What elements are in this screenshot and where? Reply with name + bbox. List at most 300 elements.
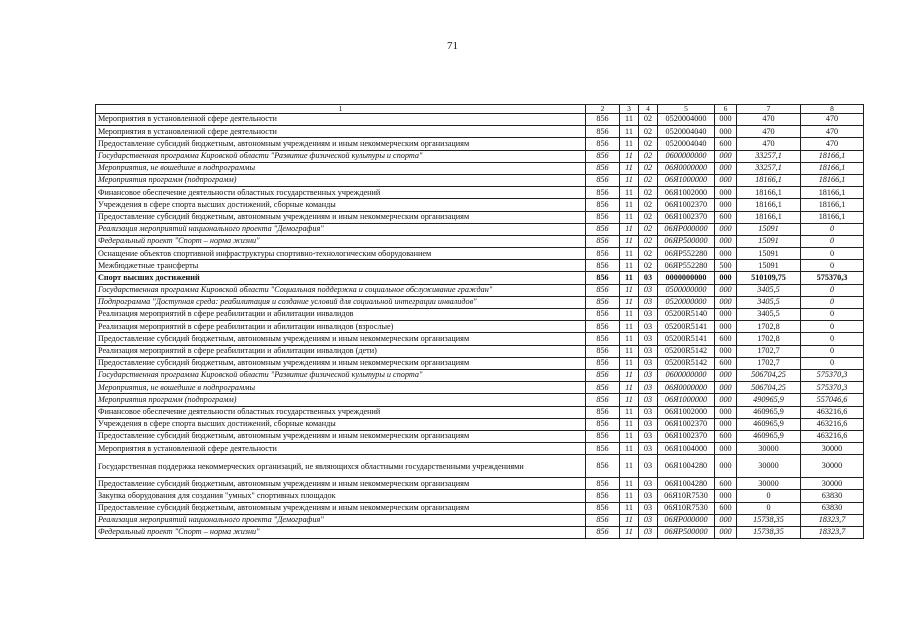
table-row	[96, 514, 864, 526]
expense-type-cell: 000	[715, 418, 737, 430]
amount-year1-cell: 15091	[737, 248, 801, 260]
section-code-cell: 11	[620, 162, 639, 174]
amount-year1-cell: 0	[737, 490, 801, 502]
expense-type-cell: 000	[715, 345, 737, 357]
row-name-cell: Межбюджетные трансферты	[96, 260, 586, 272]
target-article-cell: 06ЯP552280	[658, 260, 715, 272]
expense-type-cell: 000	[715, 382, 737, 394]
expense-type-cell: 600	[715, 430, 737, 442]
ministry-code-cell: 856	[586, 272, 620, 284]
target-article-cell: 0600000000	[658, 150, 715, 162]
section-code-cell: 11	[620, 430, 639, 442]
ministry-code-cell: 856	[586, 478, 620, 490]
subsection-code-cell: 03	[639, 345, 658, 357]
subsection-code-cell: 03	[639, 502, 658, 514]
ministry-code-cell: 856	[586, 502, 620, 514]
target-article-cell: 06Я1002370	[658, 199, 715, 211]
amount-year1-cell: 470	[737, 138, 801, 150]
table-row	[96, 394, 864, 406]
expense-type-cell: 000	[715, 187, 737, 199]
amount-year1-cell: 506704,25	[737, 382, 801, 394]
target-article-cell: 06ЯP000000	[658, 514, 715, 526]
amount-year2-cell: 18166,1	[801, 187, 864, 199]
target-article-cell: 05200R5142	[658, 345, 715, 357]
target-article-cell: 06ЯP000000	[658, 223, 715, 235]
expense-type-cell: 000	[715, 296, 737, 308]
table-row	[96, 455, 864, 478]
expense-type-cell: 000	[715, 126, 737, 138]
section-code-cell: 11	[620, 272, 639, 284]
ministry-code-cell: 856	[586, 394, 620, 406]
amount-year1-cell: 15091	[737, 260, 801, 272]
subsection-code-cell: 03	[639, 357, 658, 369]
ministry-code-cell: 856	[586, 126, 620, 138]
expense-type-cell: 600	[715, 211, 737, 223]
amount-year1-cell: 18166,1	[737, 174, 801, 186]
row-name-cell: Реализация мероприятий в сфере реабилитации и абилитации инвалидов	[96, 309, 586, 321]
budget-table	[95, 104, 864, 539]
expense-type-cell: 000	[715, 309, 737, 321]
ministry-code-cell: 856	[586, 418, 620, 430]
expense-type-cell: 000	[715, 514, 737, 526]
amount-year2-cell: 0	[801, 284, 864, 296]
table-row	[96, 187, 864, 199]
expense-type-cell: 000	[715, 394, 737, 406]
ministry-code-cell: 856	[586, 455, 620, 478]
target-article-cell: 06Я0000000	[658, 162, 715, 174]
amount-year1-cell: 15091	[737, 235, 801, 247]
row-name-cell: Мероприятия программ (подпрограмм)	[96, 394, 586, 406]
amount-year2-cell: 18166,1	[801, 211, 864, 223]
section-code-cell: 11	[620, 527, 639, 539]
target-article-cell: 06ЯP500000	[658, 527, 715, 539]
row-name-cell: Предоставление субсидий бюджетным, автономным учреждениям и иным некоммерческим организациям	[96, 211, 586, 223]
target-article-cell: 05200R5141	[658, 321, 715, 333]
table-row	[96, 345, 864, 357]
amount-year2-cell: 18323,7	[801, 527, 864, 539]
target-article-cell: 06Я1004280	[658, 478, 715, 490]
subsection-code-cell: 02	[639, 174, 658, 186]
target-article-cell: 0520004040	[658, 126, 715, 138]
table-row	[96, 114, 864, 126]
section-code-cell: 11	[620, 126, 639, 138]
subsection-code-cell: 03	[639, 478, 658, 490]
subsection-code-cell: 02	[639, 248, 658, 260]
row-name-cell: Закупка оборудования для создания "умных" спортивных площадок	[96, 490, 586, 502]
table-row	[96, 490, 864, 502]
subsection-code-cell: 03	[639, 296, 658, 308]
row-name-cell: Государственная поддержка некоммерческих организаций, не являющихся областными государственными учреждениями	[96, 455, 586, 478]
row-name-cell: Реализация мероприятий национального проекта "Демография"	[96, 223, 586, 235]
row-name-cell: Мероприятия в установленной сфере деятельности	[96, 443, 586, 455]
section-code-cell: 11	[620, 211, 639, 223]
target-article-cell: 05200R5140	[658, 309, 715, 321]
subsection-code-cell: 03	[639, 333, 658, 345]
row-name-cell: Мероприятия, не вошедшие в подпрограммы	[96, 162, 586, 174]
target-article-cell: 0520004040	[658, 138, 715, 150]
amount-year1-cell: 30000	[737, 478, 801, 490]
amount-year1-cell: 33257,1	[737, 162, 801, 174]
row-name-cell: Предоставление субсидий бюджетным, автономным учреждениям и иным некоммерческим организациям	[96, 138, 586, 150]
table-row	[96, 284, 864, 296]
section-code-cell: 11	[620, 382, 639, 394]
row-name-cell: Финансовое обеспечение деятельности областных государственных учреждений	[96, 406, 586, 418]
amount-year2-cell: 0	[801, 248, 864, 260]
table-row	[96, 418, 864, 430]
expense-type-cell: 000	[715, 284, 737, 296]
table-row	[96, 223, 864, 235]
amount-year1-cell: 1702,7	[737, 345, 801, 357]
expense-type-cell: 000	[715, 443, 737, 455]
amount-year1-cell: 15738,35	[737, 527, 801, 539]
amount-year2-cell: 463216,6	[801, 418, 864, 430]
row-name-cell: Мероприятия в установленной сфере деятельности	[96, 126, 586, 138]
amount-year2-cell: 30000	[801, 455, 864, 478]
target-article-cell: 06Я1002000	[658, 187, 715, 199]
expense-type-cell: 000	[715, 150, 737, 162]
subsection-code-cell: 02	[639, 211, 658, 223]
expense-type-cell: 000	[715, 272, 737, 284]
ministry-code-cell: 856	[586, 490, 620, 502]
ministry-code-cell: 856	[586, 369, 620, 381]
amount-year2-cell: 463216,6	[801, 430, 864, 442]
row-name-cell: Государственная программа Кировской области "Социальная поддержка и социальное обслуживание граждан"	[96, 284, 586, 296]
amount-year2-cell: 463216,6	[801, 406, 864, 418]
amount-year2-cell: 30000	[801, 443, 864, 455]
ministry-code-cell: 856	[586, 114, 620, 126]
target-article-cell: 06Я0000000	[658, 382, 715, 394]
amount-year1-cell: 3405,5	[737, 309, 801, 321]
amount-year2-cell: 18323,7	[801, 514, 864, 526]
amount-year2-cell: 470	[801, 126, 864, 138]
table-row	[96, 430, 864, 442]
table-row	[96, 382, 864, 394]
amount-year2-cell: 0	[801, 345, 864, 357]
subsection-code-cell: 03	[639, 309, 658, 321]
ministry-code-cell: 856	[586, 235, 620, 247]
column-header: 3	[620, 105, 639, 114]
ministry-code-cell: 856	[586, 223, 620, 235]
subsection-code-cell: 02	[639, 126, 658, 138]
column-header: 4	[639, 105, 658, 114]
table-header-row	[96, 105, 864, 114]
amount-year1-cell: 1702,7	[737, 357, 801, 369]
table-row	[96, 260, 864, 272]
table-row	[96, 138, 864, 150]
ministry-code-cell: 856	[586, 150, 620, 162]
target-article-cell: 06Я1002370	[658, 418, 715, 430]
ministry-code-cell: 856	[586, 443, 620, 455]
target-article-cell: 05200R5141	[658, 333, 715, 345]
expense-type-cell: 000	[715, 223, 737, 235]
section-code-cell: 11	[620, 138, 639, 150]
amount-year2-cell: 0	[801, 309, 864, 321]
row-name-cell: Федеральный проект "Спорт – норма жизни"	[96, 235, 586, 247]
amount-year1-cell: 490965,9	[737, 394, 801, 406]
section-code-cell: 11	[620, 114, 639, 126]
row-name-cell: Мероприятия, не вошедшие в подпрограммы	[96, 382, 586, 394]
expense-type-cell: 000	[715, 321, 737, 333]
expense-type-cell: 000	[715, 455, 737, 478]
subsection-code-cell: 02	[639, 187, 658, 199]
subsection-code-cell: 02	[639, 162, 658, 174]
section-code-cell: 11	[620, 235, 639, 247]
amount-year1-cell: 18166,1	[737, 199, 801, 211]
target-article-cell: 06Я1002370	[658, 430, 715, 442]
subsection-code-cell: 02	[639, 114, 658, 126]
table-body	[96, 114, 864, 539]
amount-year1-cell: 15738,35	[737, 514, 801, 526]
row-name-cell: Спорт высших достижений	[96, 272, 586, 284]
section-code-cell: 11	[620, 455, 639, 478]
target-article-cell: 06Я1004000	[658, 443, 715, 455]
target-article-cell: 06Я1002000	[658, 406, 715, 418]
subsection-code-cell: 02	[639, 235, 658, 247]
amount-year2-cell: 575370,3	[801, 382, 864, 394]
ministry-code-cell: 856	[586, 248, 620, 260]
ministry-code-cell: 856	[586, 174, 620, 186]
expense-type-cell: 000	[715, 174, 737, 186]
table-row	[96, 369, 864, 381]
row-name-cell: Предоставление субсидий бюджетным, автономным учреждениям и иным некоммерческим организациям	[96, 478, 586, 490]
row-name-cell: Реализация мероприятий в сфере реабилитации и абилитации инвалидов (дети)	[96, 345, 586, 357]
amount-year1-cell: 510109,75	[737, 272, 801, 284]
amount-year2-cell: 0	[801, 235, 864, 247]
amount-year2-cell: 470	[801, 138, 864, 150]
target-article-cell: 0500000000	[658, 284, 715, 296]
ministry-code-cell: 856	[586, 211, 620, 223]
target-article-cell: 06ЯP552280	[658, 248, 715, 260]
table-row	[96, 296, 864, 308]
target-article-cell: 06Я1000000	[658, 174, 715, 186]
ministry-code-cell: 856	[586, 345, 620, 357]
expense-type-cell: 000	[715, 199, 737, 211]
expense-type-cell: 600	[715, 502, 737, 514]
amount-year1-cell: 470	[737, 126, 801, 138]
ministry-code-cell: 856	[586, 357, 620, 369]
table-row	[96, 211, 864, 223]
section-code-cell: 11	[620, 333, 639, 345]
table-row	[96, 406, 864, 418]
section-code-cell: 11	[620, 309, 639, 321]
amount-year2-cell: 470	[801, 114, 864, 126]
row-name-cell: Предоставление субсидий бюджетным, автономным учреждениям и иным некоммерческим организациям	[96, 502, 586, 514]
subsection-code-cell: 03	[639, 382, 658, 394]
amount-year2-cell: 63830	[801, 490, 864, 502]
amount-year1-cell: 30000	[737, 455, 801, 478]
amount-year1-cell: 460965,9	[737, 430, 801, 442]
row-name-cell: Предоставление субсидий бюджетным, автономным учреждениям и иным некоммерческим организациям	[96, 357, 586, 369]
amount-year1-cell: 3405,5	[737, 296, 801, 308]
target-article-cell: 06Я1000000	[658, 394, 715, 406]
subsection-code-cell: 03	[639, 490, 658, 502]
row-name-cell: Оснащение объектов спортивной инфраструктуры спортивно-технологическим оборудованием	[96, 248, 586, 260]
section-code-cell: 11	[620, 502, 639, 514]
ministry-code-cell: 856	[586, 138, 620, 150]
table-row	[96, 174, 864, 186]
subsection-code-cell: 03	[639, 369, 658, 381]
subsection-code-cell: 02	[639, 260, 658, 272]
ministry-code-cell: 856	[586, 527, 620, 539]
amount-year2-cell: 18166,1	[801, 162, 864, 174]
ministry-code-cell: 856	[586, 309, 620, 321]
expense-type-cell: 500	[715, 260, 737, 272]
amount-year2-cell: 0	[801, 333, 864, 345]
amount-year1-cell: 30000	[737, 443, 801, 455]
subsection-code-cell: 02	[639, 138, 658, 150]
row-name-cell: Государственная программа Кировской области "Развитие физической культуры и спорта"	[96, 150, 586, 162]
row-name-cell: Подпрограмма "Доступная среда: реабилитация и создание условий для социальной интеграции инвалидов"	[96, 296, 586, 308]
amount-year1-cell: 15091	[737, 223, 801, 235]
table-row	[96, 248, 864, 260]
table-row	[96, 443, 864, 455]
section-code-cell: 11	[620, 369, 639, 381]
target-article-cell: 0000000000	[658, 272, 715, 284]
ministry-code-cell: 856	[586, 514, 620, 526]
row-name-cell: Федеральный проект "Спорт – норма жизни"	[96, 527, 586, 539]
target-article-cell: 06Я1002370	[658, 211, 715, 223]
target-article-cell: 06Я10R7530	[658, 490, 715, 502]
ministry-code-cell: 856	[586, 199, 620, 211]
amount-year2-cell: 575370,3	[801, 369, 864, 381]
amount-year1-cell: 0	[737, 502, 801, 514]
table-row	[96, 126, 864, 138]
subsection-code-cell: 03	[639, 514, 658, 526]
section-code-cell: 11	[620, 357, 639, 369]
section-code-cell: 11	[620, 443, 639, 455]
table-row	[96, 321, 864, 333]
amount-year1-cell: 460965,9	[737, 406, 801, 418]
subsection-code-cell: 03	[639, 321, 658, 333]
subsection-code-cell: 03	[639, 430, 658, 442]
row-name-cell: Предоставление субсидий бюджетным, автономным учреждениям и иным некоммерческим организациям	[96, 333, 586, 345]
table-row	[96, 478, 864, 490]
subsection-code-cell: 03	[639, 418, 658, 430]
expense-type-cell: 000	[715, 114, 737, 126]
subsection-code-cell: 03	[639, 527, 658, 539]
ministry-code-cell: 856	[586, 260, 620, 272]
column-header: 2	[586, 105, 620, 114]
section-code-cell: 11	[620, 296, 639, 308]
amount-year2-cell: 575370,3	[801, 272, 864, 284]
amount-year2-cell: 18166,1	[801, 150, 864, 162]
subsection-code-cell: 02	[639, 150, 658, 162]
section-code-cell: 11	[620, 248, 639, 260]
section-code-cell: 11	[620, 260, 639, 272]
ministry-code-cell: 856	[586, 430, 620, 442]
amount-year1-cell: 506704,25	[737, 369, 801, 381]
amount-year1-cell: 1702,8	[737, 321, 801, 333]
table-row	[96, 309, 864, 321]
expense-type-cell: 000	[715, 490, 737, 502]
table-row	[96, 272, 864, 284]
subsection-code-cell: 03	[639, 284, 658, 296]
subsection-code-cell: 03	[639, 272, 658, 284]
amount-year1-cell: 33257,1	[737, 150, 801, 162]
target-article-cell: 06ЯP500000	[658, 235, 715, 247]
ministry-code-cell: 856	[586, 321, 620, 333]
row-name-cell: Реализация мероприятий в сфере реабилитации и абилитации инвалидов (взрослые)	[96, 321, 586, 333]
row-name-cell: Финансовое обеспечение деятельности областных государственных учреждений	[96, 187, 586, 199]
section-code-cell: 11	[620, 321, 639, 333]
section-code-cell: 11	[620, 199, 639, 211]
ministry-code-cell: 856	[586, 284, 620, 296]
expense-type-cell: 000	[715, 527, 737, 539]
subsection-code-cell: 03	[639, 406, 658, 418]
amount-year1-cell: 470	[737, 114, 801, 126]
table-row	[96, 333, 864, 345]
expense-type-cell: 600	[715, 357, 737, 369]
amount-year2-cell: 0	[801, 296, 864, 308]
expense-type-cell: 000	[715, 235, 737, 247]
row-name-cell: Предоставление субсидий бюджетным, автономным учреждениям и иным некоммерческим организациям	[96, 430, 586, 442]
target-article-cell: 0520004000	[658, 114, 715, 126]
amount-year2-cell: 0	[801, 260, 864, 272]
ministry-code-cell: 856	[586, 406, 620, 418]
section-code-cell: 11	[620, 478, 639, 490]
ministry-code-cell: 856	[586, 382, 620, 394]
section-code-cell: 11	[620, 490, 639, 502]
ministry-code-cell: 856	[586, 296, 620, 308]
amount-year2-cell: 0	[801, 321, 864, 333]
expense-type-cell: 600	[715, 138, 737, 150]
section-code-cell: 11	[620, 345, 639, 357]
amount-year1-cell: 18166,1	[737, 211, 801, 223]
table-row	[96, 235, 864, 247]
table-row	[96, 527, 864, 539]
section-code-cell: 11	[620, 418, 639, 430]
amount-year1-cell: 1702,8	[737, 333, 801, 345]
subsection-code-cell: 02	[639, 223, 658, 235]
target-article-cell: 0600000000	[658, 369, 715, 381]
section-code-cell: 11	[620, 514, 639, 526]
ministry-code-cell: 856	[586, 333, 620, 345]
target-article-cell: 06Я1004280	[658, 455, 715, 478]
table-row	[96, 357, 864, 369]
amount-year2-cell: 0	[801, 357, 864, 369]
row-name-cell: Реализация мероприятий национального проекта "Демография"	[96, 514, 586, 526]
column-header: 7	[737, 105, 801, 114]
expense-type-cell: 000	[715, 406, 737, 418]
column-header: 6	[715, 105, 737, 114]
section-code-cell: 11	[620, 394, 639, 406]
expense-type-cell: 000	[715, 162, 737, 174]
table-row	[96, 150, 864, 162]
row-name-cell: Учреждения в сфере спорта высших достижений, сборные команды	[96, 199, 586, 211]
column-header: 8	[801, 105, 864, 114]
amount-year2-cell: 557046,6	[801, 394, 864, 406]
subsection-code-cell: 03	[639, 394, 658, 406]
row-name-cell: Учреждения в сфере спорта высших достижений, сборные команды	[96, 418, 586, 430]
table-row	[96, 199, 864, 211]
ministry-code-cell: 856	[586, 162, 620, 174]
subsection-code-cell: 03	[639, 455, 658, 478]
row-name-cell: Государственная программа Кировской области "Развитие физической культуры и спорта"	[96, 369, 586, 381]
column-header: 1	[96, 105, 586, 114]
amount-year2-cell: 18166,1	[801, 174, 864, 186]
section-code-cell: 11	[620, 406, 639, 418]
expense-type-cell: 600	[715, 478, 737, 490]
section-code-cell: 11	[620, 223, 639, 235]
row-name-cell: Мероприятия программ (подпрограмм)	[96, 174, 586, 186]
amount-year2-cell: 63830	[801, 502, 864, 514]
amount-year1-cell: 460965,9	[737, 418, 801, 430]
expense-type-cell: 600	[715, 333, 737, 345]
section-code-cell: 11	[620, 174, 639, 186]
section-code-cell: 11	[620, 150, 639, 162]
expense-type-cell: 000	[715, 248, 737, 260]
expense-type-cell: 000	[715, 369, 737, 381]
